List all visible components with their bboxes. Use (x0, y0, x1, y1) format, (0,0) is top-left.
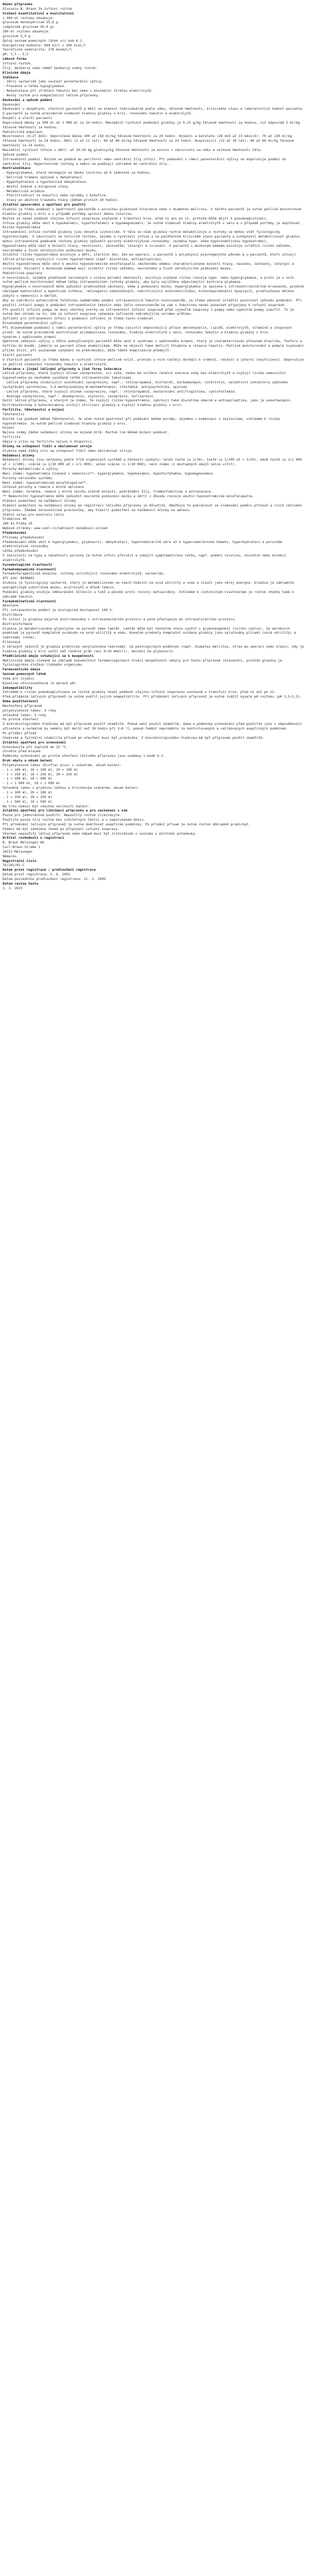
text-line: Na trhu nemusí být všechny velikosti balení. (3, 804, 90, 808)
text-line: Dávkování u dospělých, starších pacientů a dětí se stanoví individuálně podle věku, tělesné hmotnosti, klinického stavu a laboratorních hodnot pacienta. U pacientů je nutné pravidelně sledovat hladinu glukózy v krvi, rovnováhu tekutin a elektrolytů. (3, 107, 306, 116)
driving-heading: Účinky na schopnost řídit a obsluhovat stroje (3, 444, 92, 448)
text-line: Doporučená dávka je 500 ml až 3 000 ml za 24 hodin. Maximální rychlost podávání glukózy je 0,25 g/kg tělesné hmotnosti za hodinu, což odpovídá 5 ml/kg tělesné hmotnosti za hodinu. (3, 120, 302, 129)
text-line: Celkové poruchy a reakce v místě aplikace (3, 485, 84, 489)
text-line: 2. 3. 2023 (3, 886, 23, 890)
text-line: Webové stránky: www.sukl.cz/nahlasit-nezadouci-ucinek (3, 526, 108, 531)
text-line: Údaje o vlivu na fertilitu nejsou k dispozici. (3, 439, 94, 444)
storage-block (3, 745, 305, 759)
storage-heading: Zvláštní opatření pro uchovávání (3, 740, 66, 744)
composition-block (3, 16, 305, 57)
text-line: - Prevence a léčba hypoglykemie. (3, 84, 66, 89)
text-line: Farmakoterapeutická skupina: roztoky ovlivňující rovnováhu elektrolytů, sacharidy. (3, 571, 165, 576)
contraindications-block (3, 171, 305, 202)
text-line: Chemická a fyzikální stabilita přísad po otevření musí být prokázána. Z mikrobiologického hlediska má být přípravek použit okamžitě. (3, 735, 264, 740)
text-line: Úplný seznam pomocných látek viz bod 6.1. (3, 38, 84, 43)
text-line: Neklinické údaje získané na základě konvenčních farmakologických studií bezpečnosti nebyly pro tento přípravek relevantní, protože glukóza je fyziologickou složkou lidského organismu. (3, 658, 284, 667)
driving-block (3, 449, 305, 453)
incompatibilities-block (3, 690, 305, 699)
text-line: Chraňte před mrazem. (3, 749, 42, 754)
text-line: Po infuzi je glukóza nejprve distribuována v intravaskulárním prostoru a poté přestupuje do intracelulárního prostoru. (3, 617, 237, 621)
first-auth-block (3, 872, 305, 882)
text-line: Intravenózní podání. Roztok se podává do periferní nebo centrální žíly infuzí. Při podávání v rámci parenterální výživy se doporučuje podání do centrální žíly. Hypertonické roztoky a směsi se podávají výhradně do centrální žíly. (3, 157, 288, 166)
text-line: Zvláštní riziko hyponatremie existuje u dětí, starších žen, žen po operaci, u pacientů s polydipsií psychogenního původu a u pacientů, kteří užívají léčivé přípravky zvyšující riziko hyponatremie (např. diuretika, antiepileptika). (3, 252, 298, 262)
text-line: Glukóza nemá žádný vliv na schopnost řídit nebo obsluhovat stroje. (3, 448, 133, 453)
holder-heading: Držitel rozhodnutí o registraci (3, 836, 64, 840)
text-line: Kortikosteroidy a katecholaminy snižují utilizaci glukózy a zvyšují hladinu glukózy v krvi. (3, 403, 183, 408)
reg-number-heading: Registrační číslo (3, 858, 37, 863)
text-line: Použijte pouze čirý roztok bez viditelných částic a v neporušeném obalu. (3, 818, 146, 822)
text-line: - Zdroj sacharidů jako součást parenterální výživy. (3, 79, 104, 84)
text-line: Hyponatremie může vést k bolesti hlavy, nevolnosti, záchvatům, letargii a zvracení. U pacientů s mozkovým edémem existuje zvláštní riziko vážného, nevratného a život ohrožujícího poškození mozku. (3, 243, 294, 252)
text-line: Hypoglykemie u novorozenců může způsobit prodloužené záchvaty, kóma a poškození mozku. Hyperglykemie je spojena s intraventrikulárním krvácením, pozdním nástupem bakteriální a mykotické infekce, retinopatií nedonošených, nekrotizující enterokolitidou, bronchopulmonální dysplazií, prodlouženou délkou pobytu v nemocnici a úmrtím. (3, 284, 306, 298)
text-line: Při použití infuzní pumpy se musí všechny svorky na intravenózní infuzní soupravě před vyjmutím soupravy z pumpy nebo vypnutím pumpy uzavřít. To je nutné bez ohledu na to, zda je infuzní souprava vybavena zařízením zabraňujícím volnému průtoku. (3, 307, 296, 316)
text-line: Absorpce (3, 603, 19, 608)
text-line: skleněná lahev: 3 roky (3, 713, 46, 717)
pharmaceutical-heading: Farmaceutické údaje (3, 667, 41, 672)
text-line: glucosum 5,0 g (3, 33, 30, 38)
text-line: 76/262/02-C (3, 863, 25, 868)
interactions-block (3, 371, 305, 408)
fertility-block (3, 412, 305, 444)
pharmacokinetic-heading: Farmakokinetické vlastnosti (3, 599, 56, 603)
text-line: Akutní hyponatremie může vést k akutní hyponatremické encefalopatii (mozkovému edému) charakterizované bolestí hlavy, nauzeou, záchvaty, letargií a zvracením. Pacienti s mozkovým edémem mají zvláštní riziko vážného, nevratného a život ohrožujícího poškození mozku. (3, 262, 296, 270)
text-line: Teoretická osmolarita: 278 mosmol/l (3, 47, 72, 52)
warnings-heading: Zvláštní upozornění a opatření pro použití (3, 202, 86, 207)
text-line: Léčivé přípravky, které zvyšují účinek vazopresinu, viz výše, vedou ke snížení renální exkrece vody bez elektrolytů a zvyšují riziko nemocniční hyponatremie po nevhodně vyvážené léčbě intravenózními tekutinami. (3, 371, 288, 380)
text-line: Není známo: hyponatremická encefalopatie**. (3, 480, 88, 485)
reg-number-block (3, 863, 305, 868)
contraindications-heading: Kontraindikace (3, 166, 30, 171)
text-line: Starší pacienti (3, 352, 32, 357)
text-line: - 1 × 1 000 ml, 10 × 1 000 ml (3, 781, 60, 786)
text-line: Příznaky předávkování (3, 535, 44, 539)
text-line: Hlášení podezření na nežádoucí účinky po registraci léčivého přípravku je důležité. Umožňuje to pokračovat ve sledování poměru přínosů a rizik léčivého přípravku. Žádáme zdravotnické pracovníky, aby hlásili podezření na nežádoucí účinky na adresu: (3, 503, 304, 512)
revision-heading: Datum revize textu (3, 881, 39, 886)
text-line: Voda pro injekci (3, 676, 35, 681)
text-line: Kojení (3, 426, 15, 430)
pharmacodynamic-block (3, 571, 305, 599)
pharmacokinetic-block (3, 603, 305, 653)
overdose-heading: Předávkování (3, 530, 27, 535)
text-line: Hlášení podezření na nežádoucí účinky (3, 498, 76, 503)
indications-heading: Indikace (3, 75, 19, 79)
text-line: B. Braun Melsungen AG (3, 840, 44, 845)
pharmacological-heading: Farmakologické vlastnosti (3, 562, 53, 567)
text-line: Po prvním otevření (3, 717, 39, 722)
text-line: 1 000 ml roztoku obsahuje: (3, 15, 55, 20)
text-line: Riziko hyponatremie (3, 225, 41, 230)
text-line: Z mikrobiologického hlediska má být přípravek použit okamžitě. Pokud není použit okamžitě, doba a podmínky uchovávání před použitím jsou v odpovědnosti uživatele a normálně by neměly být delší než 24 hodin při 2–8 °C, pokud ředění neproběhlo za kontrolovaných a validovaných aseptických podmínek. (3, 722, 304, 731)
text-line: Podávání glukózy snižuje odbourávání bílkovin a tuků a působí proti rozvoji ketoacidózy. Vzhledem k izotonickým vlastnostem je roztok vhodný také k náhradě tekutin. (3, 589, 296, 599)
interactions-heading: Interakce s jinými léčivými přípravky a jiné formy interakce (3, 366, 122, 371)
preclinical-block (3, 658, 305, 668)
container-heading: Druh obalu a obsah balení (3, 758, 53, 763)
text-line: Aby se zabránilo potenciálně fatálnímu nadměrnému podání intravenózních tekutin novorozencům, je třeba věnovat zvláštní pozornost způsobu podávání. Při použití infuzní pumpy k podávání intravenózních tekutin nebo léčiv novorozencům se vak s tekutinou nesmí ponechat připojený k infuzní soupravě. (3, 298, 304, 307)
holder-block (3, 840, 305, 858)
text-line: Energetická hodnota: 840 kJ/l = 200 kcal/l (3, 43, 86, 47)
text-line: Carl-Braun-Straße 1 (3, 845, 41, 850)
text-line: Šrobárova 48 (3, 517, 27, 521)
text-line: Vzhledem k riziku pseudoaglutinace se roztok glukózy nesmí podávat stejnou infuzní soupravou současně s transfuzí krve, před ní ani po ní. (3, 690, 276, 694)
text-line: - Léčivé přípravky stimulující uvolňování vazopresinu, např.: chlorpropamid, klofibrát, karbamazepin, vinkristin, selektivní inhibitory zpětného vychytávání serotoninu, 3,4-methylendioxy-N-methamfetamin, ifosfamid, antipsychotika, opioidy. (3, 380, 290, 389)
text-line: Distribuce (3, 613, 23, 617)
text-line: pH: 3,5 – 5,5 (3, 52, 29, 57)
text-line: Léčba předávkování (3, 549, 39, 553)
text-line: Při dlouhodobém podávání v rámci parenterální výživy je třeba zajistit odpovídající přísun aminokyselin, lipidů, elektrolytů, vitaminů a stopových prvků. Je nutné pravidelně kontrolovat acidobazickou rovnováhu, hladiny elektrolytů v séru, rovnováhu tekutin a hladinu glukózy v krvi. (3, 325, 294, 334)
preclinical-heading: Předklinické údaje vztahující se k bezpečnosti (3, 653, 94, 658)
container-block (3, 763, 305, 808)
text-line: - Analoga vazopresinu, např.: desmopresin, oxytocin, vazopresin, terlipresin. (3, 394, 156, 398)
text-line: Glukóza je metabolizována glykolýzou na pyruvát nebo laktát. Laktát může být částečně znovu využit v glukoneogenezi (Coriho cyklus). Za aerobních podmínek je pyruvát kompletně oxidován na oxid uhličitý a vodu. Konečné produkty kompletní oxidace glukózy jsou vylučovány plícemi (oxid uhličitý) a ledvinami (voda). (3, 626, 298, 640)
text-line: 100 ml roztoku obsahuje: (3, 29, 50, 34)
text-line: Roztok se nesmí podávat stejnou infuzní soupravou současně s transfuzí krve, před ní ani po ní, protože může dojít k pseudoaglutinaci. (3, 216, 268, 221)
dosage-block (3, 103, 305, 166)
text-line: V závislosti na typu a závažnosti poruchy je nutné infuzi přerušit a zahájit symptomatickou léčbu, např. podání inzulinu, diuretik nebo korekci elektrolytů. (3, 553, 288, 562)
document (0, 0, 308, 893)
text-line: Eliminace (3, 640, 21, 645)
text-line: Dospělí a starší pacienti (3, 116, 53, 121)
text-line: Při přidávání léčivých přípravků je nutné dodržovat aseptické podmínky. Po přidání přísad je nutné roztok důkladně promíchat. (3, 822, 250, 826)
text-line: ATC kód: B05BA03 (3, 576, 35, 581)
text-line: Pediatrická populace (3, 129, 42, 134)
text-line: Glukóza je fyziologický sacharid, který je metabolizován ve všech tkáních na oxid uhličitý a vodu a slouží jako zdroj energie. Glukóza je základním energetickým substrátem mozku, erytrocytů a dřeně ledvin. (3, 581, 296, 589)
text-line: Datum první registrace: 5. 6. 2002 (3, 872, 70, 877)
text-line: - Delirium tremens spojené s dehydratací. (3, 175, 84, 180)
product-name: Glucosio B. Braun 5% infuzní roztok (3, 6, 72, 11)
text-line: Glukózu je třeba podávat s opatrností pacientům s poruchou glukózové tolerance nebo s diabetes mellitus. U těchto pacientů je nutné pečlivě monitorovat hladinu glukózy v krvi a v případě potřeby upravit dávku inzulinu. (3, 207, 304, 216)
text-line: Dlouhodobá parenterální výživa (3, 321, 62, 326)
text-line: Maximální rychlost infuze u dětí: až 10–18 mg glukózy/kg tělesné hmotnosti za minutu v závislosti na věku a celkové hmotnosti těla. (3, 148, 263, 152)
text-line: Infuzní roztok. (3, 61, 32, 65)
text-line: Státní ústav pro kontrolu léčiv (3, 512, 64, 517)
undesirable-heading: Nežádoucí účinky (3, 453, 35, 457)
text-line: - 1 × 250 ml, 10 × 250 ml, 20 × 250 ml (3, 772, 78, 776)
text-line: ** Nemocniční hyponatremie může způsobit nevratné poškození mozku a úmrtí z důvodu rozvoje akutní hyponatremické encefalopatie. (3, 494, 254, 499)
text-line: Biotransformace (3, 621, 32, 626)
shelf-life-block (3, 704, 305, 740)
text-line: U novorozenců, zejména předčasně narozených s nízkou porodní hmotností, existuje zvýšené riziko rozvoje hypo- nebo hyperglykemie, a proto je u nich nutné pečlivé monitorování během léčby intravenózními roztoky glukózy, aby byla zajištěna odpovídající kontrola glykemie. (3, 275, 296, 284)
text-line: - 1 × 100 ml, 10 × 100 ml, 20 × 100 ml (3, 767, 78, 772)
text-line: Polyetylenová lahev (Ecoflac plus) s uzávěrem, obsah balení: (3, 762, 122, 767)
text-line: - Akutní šokové a kolapsové stavy. (3, 184, 70, 189)
shelf-life-heading: Doba použitelnosti (3, 699, 39, 704)
text-line: Způsob podání (3, 152, 29, 157)
text-line: - Rehydratace při ztrátách tekutin bez nebo s minimální ztrátou elektrolytů. (3, 89, 153, 93)
text-line: Poruchy nervového systému (3, 476, 53, 480)
text-line: Další léčivé přípravky, u kterých je známo, že zvyšují riziko hyponatremie, zahrnují také diuretika obecně a antiepileptika, jako je oxkarbazepin. (3, 398, 292, 403)
revision-block (3, 886, 305, 891)
indications-block (3, 79, 305, 97)
warnings-block (3, 207, 305, 367)
text-line: - 1 × 250 ml, 10 × 250 ml (3, 794, 53, 799)
text-line: Nežádoucí účinky jsou seřazeny podle tříd orgánových systémů a četnosti výskytu: velmi časté (≥ 1/10); časté (≥ 1/100 až < 1/10); méně časté (≥ 1/1 000 až < 1/100); vzácné (≥ 1/10 000 až < 1/1 000); velmi vzácné (< 1/10 000); není známo (z dostupných údajů nelze určit). (3, 457, 304, 467)
first-auth-heading: Datum první registrace / prodloužení registrace (3, 868, 96, 872)
text-line: U zdravých jedinců je glukóza prakticky nevylučována ledvinami. Za patologických podmínek (např. diabetes mellitus, stres po operaci nebo úrazu), kdy je hladina glukózy v krvi vyšší než renální práh (asi 9–10 mmol/l), dochází ke glykosurii. (3, 644, 306, 653)
text-line: Roztok lze podávat během těhotenství. Je však nutná opatrnost při podávání během porodu, zejména v kombinaci s oxytocinem, vzhledem k riziku hyponatremie. Je nutné pečlivě sledovat hladiny glukózy v krvi. (3, 416, 282, 426)
text-line: Podmínky uchovávání po prvním otevření léčivého přípravku jsou uvedeny v bodě 6.3. (3, 754, 165, 758)
text-line: Opětovné zahájení výživy u těžce podvyživených pacientů může vést k syndromu z opětovného krmení, který je charakterizován přesunem draslíku, fosforu a hořčíku do buněk, jakmile se pacient stane anabolickým. Může se objevit také deficit thiaminu a retence tekutin. Pečlivé monitorování a pomalé zvyšování příjmu živin, při současném vyhýbání se překrmování, může těmto komplikacím předejít. (3, 339, 306, 353)
text-line: - Stavy po akutním traumatu hlavy (během prvních 24 hodin). (3, 198, 120, 202)
text-line: Všechen nepoužitý léčivý přípravek nebo odpad musí být zlikvidován v souladu s místními požadavky. (3, 831, 197, 836)
overdose-block (3, 535, 305, 563)
excipients-heading: Seznam pomocných látek (3, 672, 46, 676)
dosage-heading: Dávkování a způsob podání (3, 97, 53, 102)
composition-heading: Složení kvantitativní a kvalitativní (3, 11, 74, 15)
text-line: Syndrom z opětovného krmení (3, 334, 56, 339)
text-line: Neotevřený přípravek (3, 703, 42, 708)
incompatibilities-heading: Inkompatibility (3, 685, 32, 690)
text-line: Nejsou známy žádné nežádoucí účinky na kojené dítě. Roztok lze během kojení podávat. (3, 430, 169, 435)
text-line: Čirý, bezbarvý nebo téměř bezbarvý vodný roztok. (3, 65, 98, 70)
text-line: Kyselina chlorovodíková (k úpravě pH) (3, 681, 76, 685)
text-line: Poruchy metabolismu a výživy (3, 467, 58, 471)
form-block (3, 61, 305, 71)
text-line: Pouze pro jednorázové použití. Nepoužitý roztok zlikvidujte. (3, 813, 122, 818)
text-line: Těhotenství (3, 412, 25, 416)
text-line: 34212 Melsungen (3, 849, 32, 854)
text-line: Není známo: horečka, reakce v místě vpichu včetně bolesti, podráždění žíly, tromboflebitidy a extravazace. (3, 489, 213, 494)
text-line: Podání má být zahájeno ihned po připojení infuzní soupravy. (3, 826, 120, 831)
text-line: - Nosný roztok pro kompatibilní léčivé přípravky. (3, 93, 100, 97)
text-line: Dávkování (3, 102, 21, 107)
disposal-block (3, 813, 305, 836)
text-line: Novorozenci (0–27 dnů): doporučená dávka 100 až 150 ml/kg tělesné hmotnosti za 24 hodin. Kojenci a batolata (28 dnů až 23 měsíců): 70 až 120 ml/kg tělesné hmotnosti za 24 hodin. Děti (2 až 11 let): 60 až 80 ml/kg tělesné hmotnosti za 24 hodin. Dospívající (12 až 18 let): 40 až 60 ml/kg tělesné hmotnosti za 24 hodin. (3, 134, 296, 148)
text-line: Zařízení pro intravenózní infuzi a podávací zařízení je třeba často sledovat. (3, 316, 156, 321)
form-heading: Léková forma (3, 57, 27, 61)
product-name-heading: Název přípravku (3, 2, 32, 6)
text-line: polyetylenová lahev: 3 roky (3, 708, 56, 713)
text-line: Skleněná lahev s pryžovou zátkou a hliníkovým uzávěrem, obsah balení: (3, 786, 140, 790)
text-line: - 1 × 500 ml, 10 × 500 ml (3, 799, 53, 804)
excipients-block (3, 676, 305, 686)
text-line: 100 41 Praha 10 (3, 521, 32, 526)
text-line: Infuze glukózy může vést k hypokalemii, hypofosfatemii a hypomagnezemii. Je nutné sledovat hladiny elektrolytů v séru a v případě potřeby je doplňovat. (3, 221, 302, 225)
text-line: - Hyperglykemie, která nereaguje na dávky inzulinu až 6 jednotek za hodinu. (3, 171, 151, 175)
text-line: Datum posledního prodloužení registrace: 11. 3. 2009 (3, 877, 106, 881)
clinical-heading: Klinické údaje (3, 70, 30, 75)
text-line: U starších pacientů je třeba dávku a rychlost infuze pečlivě volit, protože u nich častěji dochází k srdeční, renální a jaterní insuficienci. Doporučuje se pečlivé sledování rovnováhy tekutin a elektrolytů. (3, 357, 306, 366)
text-line: Uchovávejte při teplotě do 25 °C. (3, 744, 68, 749)
text-line: - Hyperhydratace a hypotonická dehydratace. (3, 179, 88, 184)
text-line: Není známo: hyponatremie získaná v nemocnici**, hyperglykemie, hypokalemie, hypofosfatemie, hypomagnezemie. (3, 471, 215, 476)
text-line: - Přecitlivělost na kukuřici nebo výrobky z kukuřice. (3, 193, 108, 198)
text-line: Při intravenózním podání je biologická dostupnost 100 %. (3, 608, 114, 613)
text-line: - Metabolická acidóza. (3, 189, 46, 193)
fertility-heading: Fertilita, těhotenství a kojení (3, 408, 64, 412)
text-line: - 1 × 100 ml, 20 × 100 ml (3, 790, 53, 794)
undesirable-block (3, 457, 305, 531)
text-line: Předávkování může vést k hyperglykemii, glykosurii, dehydrataci, hyperosmolaritě séra až k hyperosmolárnímu kómatu, hyperhydrataci a poruchám elektrolytové rovnováhy. (3, 539, 284, 549)
disposal-heading: Zvláštní opatření pro likvidaci přípravku a pro zacházení s ním (3, 808, 128, 813)
text-line: (odpovídá glucosum 50,0 g) (3, 25, 55, 29)
text-line: Před přidáním léčivých přípravků je nutné ověřit jejich kompatibilitu. Při přidávání léčivých přípravků je nutné zvážit kyselé pH roztoku (pH 3,5–5,5). (3, 694, 302, 699)
text-line: - 1 × 500 ml, 10 × 500 ml (3, 776, 53, 781)
text-line: - Léčivé přípravky, které zvyšují účinek vazopresinu, např.: chlorpropamid, nesteroidní antiflogistika, cyklofosfamid. (3, 389, 237, 394)
pharmacodynamic-heading: Farmakodynamické vlastnosti (3, 567, 56, 571)
text-line: Německo (3, 854, 16, 858)
text-line: glucosum monohydricum 55,0 g (3, 20, 58, 25)
text-line: Intravenózní infuze roztoků glukózy jsou obvykle izotonické. V těle se však glukóza rychle metabolizuje a roztoky se mohou stát fyziologicky hypotonickými. V závislosti na tonicitě roztoku, objemu a rychlosti infuze a na počátečním klinickém stavu pacienta a schopnosti metabolizovat glukózu mohou intravenózně podávané roztoky glukózy způsobit poruchy elektrolytové rovnováhy, zejména hypo- nebo hyperosmotickou hyponatremii. (3, 230, 302, 243)
text-line: Pediatrická populace (3, 270, 42, 275)
text-line: Po přidání přísad (3, 731, 37, 735)
text-line: Fertilita (3, 435, 21, 439)
